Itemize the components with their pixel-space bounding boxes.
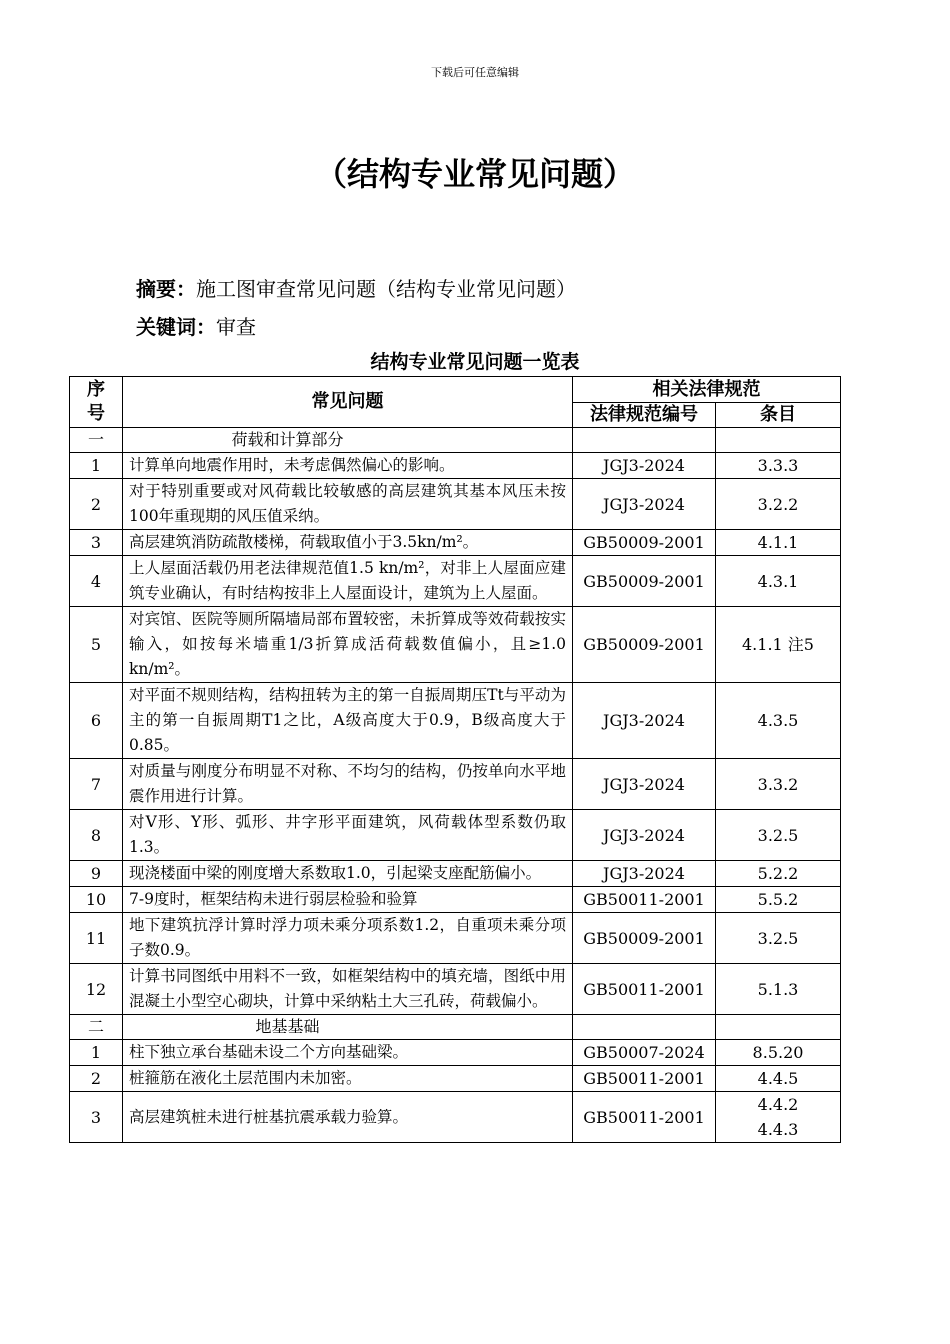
header-code-number: 法律规范编号 <box>573 403 716 428</box>
row-number: 6 <box>70 683 123 759</box>
section-code-empty <box>573 428 716 453</box>
row-number: 7 <box>70 759 123 810</box>
header-article: 条目 <box>716 403 841 428</box>
row-number: 2 <box>70 1066 123 1092</box>
row-issue: 上人屋面活载仍用老法律规范值1.5 kn/m²，对非上人屋面应建筑专业确认，有时结构按非上人屋面设计，建筑为上人屋面。 <box>123 556 573 607</box>
table-body <box>70 428 841 1143</box>
row-code-number: JGJ3-2024 <box>573 479 716 530</box>
row-article: 3.2.5 <box>716 810 841 861</box>
row-article: 4.3.1 <box>716 556 841 607</box>
issues-table <box>69 376 841 1143</box>
table-row <box>70 810 841 861</box>
row-article: 5.2.2 <box>716 861 841 887</box>
document-title: （结构专业常见问题） <box>314 155 635 193</box>
header-no: 序号 <box>70 377 123 428</box>
table-row <box>70 964 841 1015</box>
table-row <box>70 453 841 479</box>
section-row <box>70 428 841 453</box>
row-article: 8.5.20 <box>716 1040 841 1066</box>
row-code-number: GB50011-2001 <box>573 887 716 913</box>
row-number: 3 <box>70 1092 123 1143</box>
row-code-number: GB50009-2001 <box>573 913 716 964</box>
row-article: 4.3.5 <box>716 683 841 759</box>
section-title-text: 荷载和计算部分 <box>231 430 344 449</box>
table-title: 结构专业常见问题一览表 <box>370 351 580 373</box>
row-number: 8 <box>70 810 123 861</box>
section-title <box>123 428 573 453</box>
keywords-line <box>136 313 256 341</box>
row-issue: 对V形、Y形、弧形、井字形平面建筑，风荷载体型系数仍取1.3。 <box>123 810 573 861</box>
row-number: 1 <box>70 453 123 479</box>
row-article: 3.3.3 <box>716 453 841 479</box>
header-issue: 常见问题 <box>123 377 573 428</box>
abstract-line <box>136 275 576 303</box>
row-article: 5.1.3 <box>716 964 841 1015</box>
row-number: 4 <box>70 556 123 607</box>
table-row <box>70 1092 841 1143</box>
row-number: 2 <box>70 479 123 530</box>
row-issue: 计算书同图纸中用料不一致，如框架结构中的填充墙，图纸中用混凝土小型空心砌块，计算中采纳粘土大三孔砖，荷载偏小。 <box>123 964 573 1015</box>
table-row <box>70 607 841 683</box>
row-article: 3.3.2 <box>716 759 841 810</box>
row-issue: 计算单向地震作用时，未考虑偶然偏心的影响。 <box>123 453 573 479</box>
section-number: 二 <box>70 1015 123 1040</box>
header-related-codes: 相关法律规范 <box>573 377 841 403</box>
row-code-number: GB50011-2001 <box>573 1066 716 1092</box>
table-row <box>70 683 841 759</box>
row-issue: 现浇楼面中梁的刚度增大系数取1.0，引起梁支座配筋偏小。 <box>123 861 573 887</box>
abstract-text: 施工图审查常见问题（结构专业常见问题） <box>196 277 576 301</box>
row-article-line: 4.4.3 <box>757 1120 799 1139</box>
row-number: 9 <box>70 861 123 887</box>
row-code-number: GB50011-2001 <box>573 964 716 1015</box>
table-row <box>70 556 841 607</box>
row-code-number: GB50009-2001 <box>573 530 716 556</box>
table-row <box>70 1066 841 1092</box>
abstract-label: 摘要： <box>136 277 196 301</box>
row-code-number: GB50009-2001 <box>573 556 716 607</box>
table-row <box>70 759 841 810</box>
table-row <box>70 479 841 530</box>
page-header-note: 下载后可任意编辑 <box>431 66 519 79</box>
row-article: 3.2.5 <box>716 913 841 964</box>
row-code-number: JGJ3-2024 <box>573 861 716 887</box>
row-issue: 对质量与刚度分布明显不对称、不均匀的结构，仍按单向水平地震作用进行计算。 <box>123 759 573 810</box>
table-row <box>70 913 841 964</box>
row-number: 3 <box>70 530 123 556</box>
section-article-empty <box>716 1015 841 1040</box>
row-number: 11 <box>70 913 123 964</box>
row-code-number: JGJ3-2024 <box>573 759 716 810</box>
section-title-text: 地基基础 <box>255 1017 320 1036</box>
row-article: 5.5.2 <box>716 887 841 913</box>
row-issue: 柱下独立承台基础未设二个方向基础梁。 <box>123 1040 573 1066</box>
section-article-empty <box>716 428 841 453</box>
row-code-number: GB50007-2024 <box>573 1040 716 1066</box>
row-issue: 对平面不规则结构，结构扭转为主的第一自振周期压Tt与平动为主的第一自振周期T1之比，A级高度大于0.9，B级高度大于0.85。 <box>123 683 573 759</box>
row-issue: 桩箍筋在液化土层范围内未加密。 <box>123 1066 573 1092</box>
row-article <box>716 1092 841 1143</box>
row-issue: 地下建筑抗浮计算时浮力项未乘分项系数1.2，自重项未乘分项子数0.9。 <box>123 913 573 964</box>
table-row <box>70 887 841 913</box>
row-article: 4.1.1 注5 <box>716 607 841 683</box>
section-title <box>123 1015 573 1040</box>
table-row <box>70 530 841 556</box>
row-code-number: JGJ3-2024 <box>573 453 716 479</box>
row-number: 5 <box>70 607 123 683</box>
section-row <box>70 1015 841 1040</box>
row-article: 4.1.1 <box>716 530 841 556</box>
row-article: 3.2.2 <box>716 479 841 530</box>
table-row <box>70 861 841 887</box>
row-issue: 对于特别重要或对风荷载比较敏感的高层建筑其基本风压未按100年重现期的风压值采纳。 <box>123 479 573 530</box>
row-issue: 高层建筑桩未进行桩基抗震承载力验算。 <box>123 1092 573 1143</box>
row-code-number: GB50009-2001 <box>573 607 716 683</box>
row-article: 4.4.5 <box>716 1066 841 1092</box>
row-code-number: JGJ3-2024 <box>573 810 716 861</box>
keywords-text: 审查 <box>216 315 256 339</box>
row-code-number: JGJ3-2024 <box>573 683 716 759</box>
row-issue: 7-9度时，框架结构未进行弱层检验和验算 <box>123 887 573 913</box>
row-number: 10 <box>70 887 123 913</box>
keywords-label: 关键词： <box>136 315 216 339</box>
section-code-empty <box>573 1015 716 1040</box>
row-number: 12 <box>70 964 123 1015</box>
row-issue: 高层建筑消防疏散楼梯，荷载取值小于3.5kn/m²。 <box>123 530 573 556</box>
table-row <box>70 1040 841 1066</box>
row-number: 1 <box>70 1040 123 1066</box>
row-code-number: GB50011-2001 <box>573 1092 716 1143</box>
section-number: 一 <box>70 428 123 453</box>
row-issue: 对宾馆、医院等厕所隔墙局部布置较密，未折算成等效荷载按实输入，如按每米墙重1/3折算成活荷载数值偏小，且≥1.0 kn/m²。 <box>123 607 573 683</box>
row-article-line: 4.4.2 <box>757 1095 799 1114</box>
